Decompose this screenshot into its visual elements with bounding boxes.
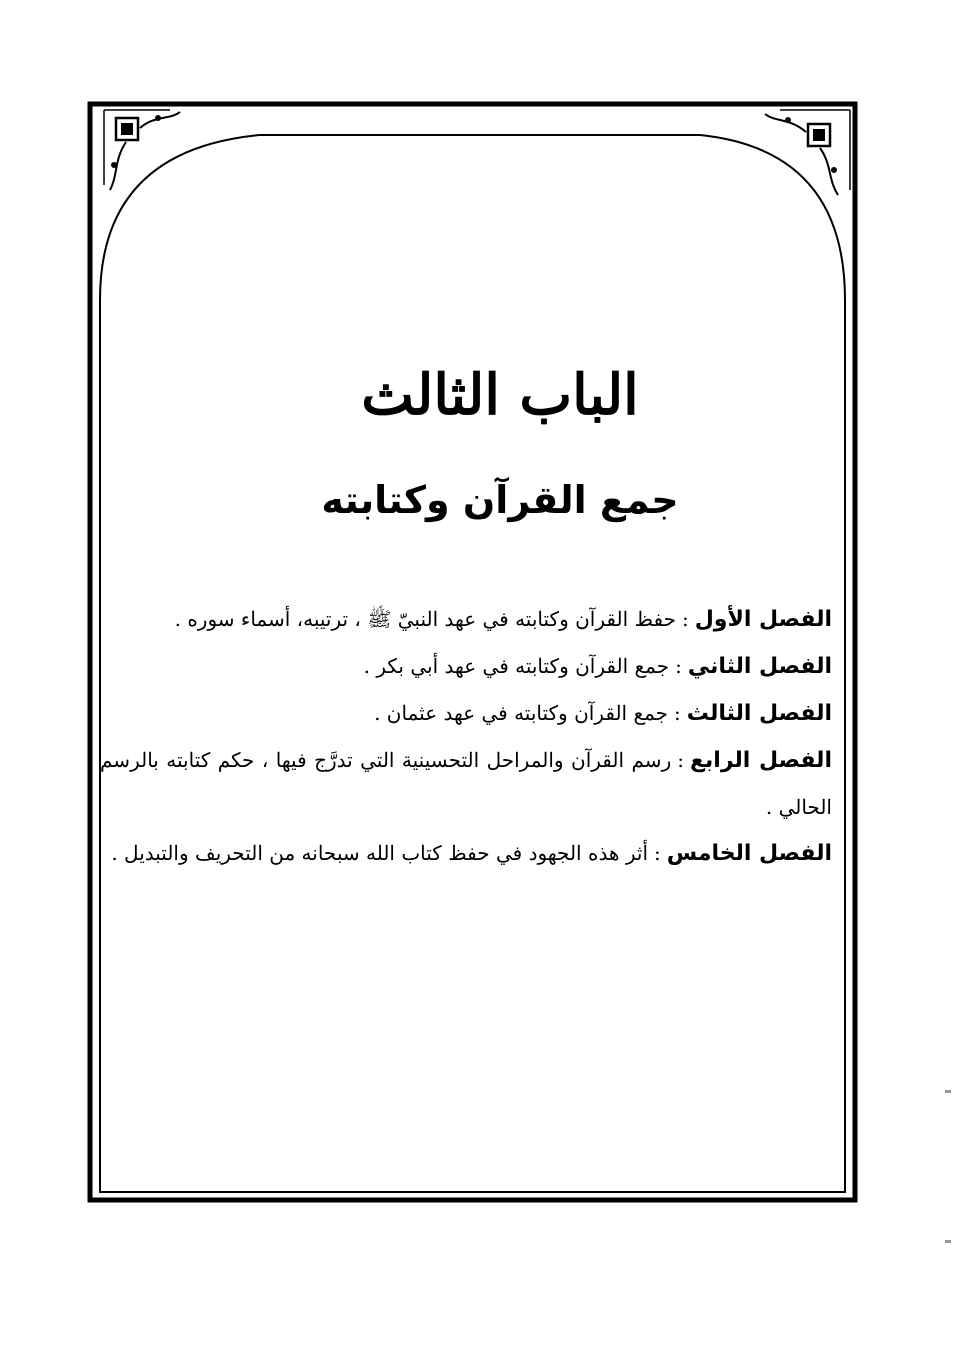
chapter-label: الفصل الثالث [686, 701, 832, 726]
chapter-separator: : [654, 841, 661, 865]
chapter-item-5 [100, 830, 832, 877]
chapter-item-4 [100, 737, 832, 830]
chapter-list [100, 596, 832, 877]
chapter-label: الفصل الخامس [666, 841, 832, 866]
chapter-label: الفصل الرابع [689, 748, 832, 773]
chapter-separator: : [674, 701, 681, 725]
scan-edge-mark [945, 1090, 951, 1093]
chapter-text: جمع القرآن وكتابته في عهد أبي بكر . [363, 654, 670, 678]
chapter-text: حفظ القرآن وكتابته في عهد النبيّ ﷺ ، ترتيبه، أسماء سوره . [174, 607, 676, 631]
chapter-separator: : [681, 607, 689, 631]
chapter-item-2 [100, 643, 832, 690]
corner-ornament-top-left [104, 110, 180, 190]
scan-edge-mark [945, 1240, 951, 1243]
chapter-separator: : [675, 654, 682, 678]
part-subtitle: جمع القرآن وكتابته [321, 478, 679, 522]
chapter-text: أثر هذه الجهود في حفظ كتاب الله سبحانه من التحريف والتبديل . [111, 841, 648, 865]
chapter-item-3 [100, 690, 832, 737]
chapter-text: رسم القرآن والمراحل التحسينية التي تدرَّج فيها ، حكم كتابته بالرسم الحالي . [100, 748, 832, 819]
chapter-label: الفصل الثاني [687, 654, 832, 679]
chapter-text: جمع القرآن وكتابته في عهد عثمان . [374, 701, 669, 725]
chapter-item-1 [100, 596, 832, 643]
part-title: الباب الثالث [361, 362, 639, 428]
chapter-label: الفصل الأول [694, 607, 832, 632]
chapter-separator: : [677, 748, 684, 772]
